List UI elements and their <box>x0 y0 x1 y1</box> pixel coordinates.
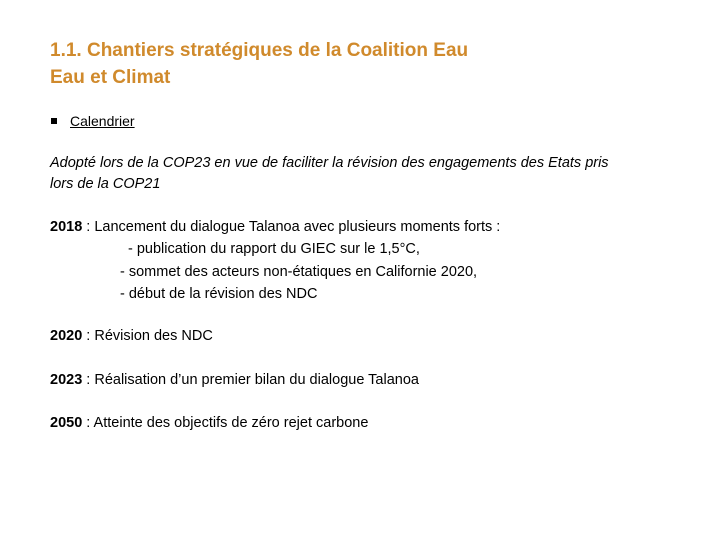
entry-year: 2050 <box>50 415 83 431</box>
entry-year: 2018 <box>50 219 83 235</box>
intro-line-1: Adopté lors de la COP23 en vue de faciliter la révision des engagements des Etats pris <box>50 155 609 171</box>
slide-title-line-2: Eau et Climat <box>50 67 171 88</box>
intro-line-2: lors de la COP21 <box>50 176 161 192</box>
slide-title <box>50 37 690 91</box>
entry-text: : Lancement du dialogue Talanoa avec plusieurs moments forts : <box>82 219 501 235</box>
timeline-entry-2023 <box>50 370 690 391</box>
entry-year: 2020 <box>50 328 83 344</box>
square-bullet-icon <box>51 118 57 124</box>
section-label: Calendrier <box>70 113 135 129</box>
timeline-entry-2050 <box>50 413 690 434</box>
entry-text: : Révision des NDC <box>82 328 213 344</box>
entry-text: : Réalisation d’un premier bilan du dialogue Talanoa <box>82 372 419 388</box>
intro-paragraph <box>50 153 690 195</box>
section-bullet <box>50 111 135 131</box>
entry-year: 2023 <box>50 372 83 388</box>
entry-text: : Atteinte des objectifs de zéro rejet carbone <box>82 415 369 431</box>
timeline-entry-2020 <box>50 326 690 347</box>
slide-title-line-1: 1.1. Chantiers stratégiques de la Coalition Eau <box>50 40 469 61</box>
subitem-summit: - sommet des acteurs non-étatiques en Californie 2020, <box>120 264 478 280</box>
subitem-giec-report: - publication du rapport du GIEC sur le 1,5°C, <box>128 241 420 257</box>
subitem-ndc-revision: - début de la révision des NDC <box>120 286 318 302</box>
timeline-entry-2018 <box>50 217 690 238</box>
